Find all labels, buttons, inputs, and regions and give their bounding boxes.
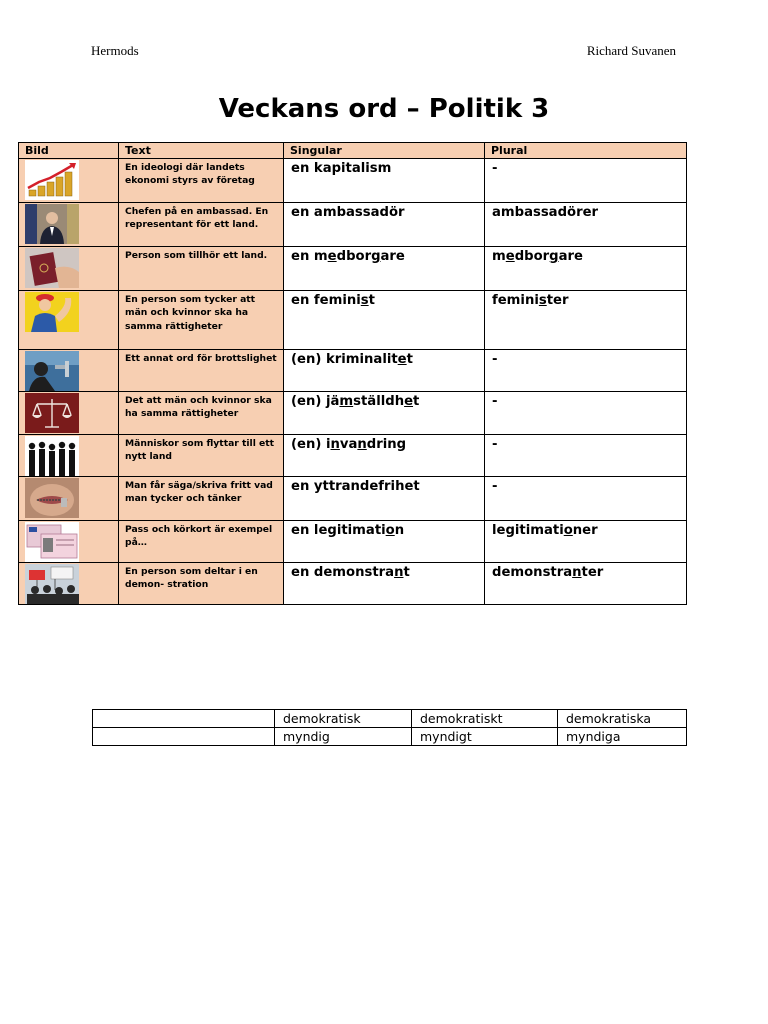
- word-segment: n: [330, 437, 340, 452]
- word-segment: en femini: [291, 293, 361, 308]
- singular-form: [284, 203, 485, 247]
- row-image-cell: [19, 350, 119, 392]
- word-segment: o: [385, 523, 395, 538]
- word-segment: e: [397, 352, 407, 367]
- burglar-image: [25, 351, 118, 391]
- word-segment: s: [360, 293, 369, 308]
- singular-form: [284, 159, 485, 203]
- word-segment: n: [357, 437, 367, 452]
- demonstration-image: [25, 564, 118, 604]
- row-description: Pass och körkort är exempel på…: [119, 521, 284, 563]
- table-row: [19, 521, 687, 563]
- word-segment: e: [404, 394, 414, 409]
- word-segment: ter: [581, 565, 604, 580]
- table-row: [19, 477, 687, 521]
- row-image-cell: [19, 392, 119, 435]
- singular-form: [284, 435, 485, 477]
- word-segment: -: [492, 161, 498, 176]
- plural-form: [485, 203, 687, 247]
- feminist-poster-image: [25, 292, 118, 332]
- word-segment: are: [380, 249, 405, 264]
- vocabulary-header-row: [19, 143, 687, 159]
- column-header-image: Bild: [19, 143, 119, 159]
- table-row: [19, 247, 687, 291]
- adjective-table: [92, 709, 687, 746]
- row-description: Chefen på en ambassad. En representant för ett land.: [119, 203, 284, 247]
- word-segment: ner: [572, 523, 598, 538]
- scales-image: [25, 393, 118, 433]
- mouth-zipper-image: [25, 478, 118, 518]
- adjective-form: myndigt: [412, 728, 558, 746]
- adjective-form: myndig: [275, 728, 412, 746]
- row-image-cell: [19, 477, 119, 521]
- adjective-form: myndiga: [558, 728, 687, 746]
- word-segment: en legitimati: [291, 523, 386, 538]
- row-description: En person som deltar i en demon- stration: [119, 563, 284, 605]
- word-segment: ter: [546, 293, 569, 308]
- singular-form: [284, 291, 485, 350]
- table-row: [19, 203, 687, 247]
- word-segment: -: [492, 437, 498, 452]
- plural-form: [485, 521, 687, 563]
- word-segment: en m: [291, 249, 328, 264]
- coins-growth-image: [25, 160, 118, 200]
- word-segment: en kapitalism: [291, 161, 392, 176]
- word-segment: dring: [366, 437, 407, 452]
- word-segment: o: [563, 523, 573, 538]
- adjective-form: demokratiska: [558, 710, 687, 728]
- word-segment: demonstra: [492, 565, 573, 580]
- word-segment: are: [558, 249, 583, 264]
- row-description: Ett annat ord för brottslighet: [119, 350, 284, 392]
- row-description: Man får säga/skriva fritt vad man tycker och tänker: [119, 477, 284, 521]
- table-row: [19, 563, 687, 605]
- row-description: Människor som flyttar till ett nytt land: [119, 435, 284, 477]
- table-row: [19, 435, 687, 477]
- row-image-cell: [19, 521, 119, 563]
- word-segment: m: [492, 249, 506, 264]
- row-image-cell: [19, 563, 119, 605]
- word-segment: va: [339, 437, 358, 452]
- word-segment: -: [492, 352, 498, 367]
- singular-form: [284, 350, 485, 392]
- plural-form: [485, 291, 687, 350]
- row-image-cell: [19, 247, 119, 291]
- plural-form: [485, 247, 687, 291]
- word-segment: dbor: [514, 249, 550, 264]
- word-segment: g: [549, 249, 559, 264]
- adjective-row: [93, 728, 687, 746]
- column-header-plural: Plural: [485, 143, 687, 159]
- header-left: Hermods: [91, 43, 139, 58]
- word-segment: s: [538, 293, 547, 308]
- word-segment: e: [327, 249, 337, 264]
- plural-form: [485, 350, 687, 392]
- row-description: En ideologi där landets ekonomi styrs av företag: [119, 159, 284, 203]
- row-description: En person som tycker att män och kvinnor ska ha samma rättigheter: [119, 291, 284, 350]
- id-cards-image: [25, 522, 118, 562]
- singular-form: [284, 563, 485, 605]
- header-right: Richard Suvanen: [586, 43, 676, 58]
- plural-form: [485, 435, 687, 477]
- row-description: Det att män och kvinnor ska ha samma rättigheter: [119, 392, 284, 435]
- word-segment: (en) kriminalit: [291, 352, 398, 367]
- word-segment: en ambassadör: [291, 205, 405, 220]
- word-segment: -: [492, 394, 498, 409]
- word-segment: t: [368, 293, 375, 308]
- word-segment: t: [406, 352, 413, 367]
- word-segment: m: [339, 394, 354, 409]
- word-segment: legitimati: [492, 523, 564, 538]
- plural-form: [485, 477, 687, 521]
- word-segment: en yttrandefrihet: [291, 479, 420, 494]
- row-description: Person som tillhör ett land.: [119, 247, 284, 291]
- plural-form: [485, 563, 687, 605]
- adjective-empty-cell: [93, 728, 275, 746]
- word-segment: t: [413, 394, 420, 409]
- row-image-cell: [19, 159, 119, 203]
- word-segment: n: [572, 565, 582, 580]
- word-segment: ställdh: [353, 394, 405, 409]
- row-image-cell: [19, 435, 119, 477]
- word-segment: (en) i: [291, 437, 331, 452]
- ambassador-image: [25, 204, 118, 244]
- word-segment: -: [492, 479, 498, 494]
- column-header-text: Text: [119, 143, 284, 159]
- word-segment: e: [505, 249, 515, 264]
- row-image-cell: [19, 291, 119, 350]
- singular-form: [284, 477, 485, 521]
- page-title: Veckans ord – Politik 3: [218, 94, 550, 124]
- table-row: [19, 392, 687, 435]
- passport-image: [25, 248, 118, 288]
- word-segment: ambassadörer: [492, 205, 599, 220]
- word-segment: en demonstra: [291, 565, 395, 580]
- plural-form: [485, 392, 687, 435]
- singular-form: [284, 247, 485, 291]
- word-segment: t: [403, 565, 410, 580]
- word-segment: n: [394, 565, 404, 580]
- adjective-form: demokratisk: [275, 710, 412, 728]
- silhouettes-image: [25, 436, 118, 476]
- word-segment: dbor: [336, 249, 372, 264]
- word-segment: g: [371, 249, 381, 264]
- singular-form: [284, 392, 485, 435]
- table-row: [19, 350, 687, 392]
- word-segment: (en) jä: [291, 394, 340, 409]
- column-header-singular: Singular: [284, 143, 485, 159]
- word-segment: femini: [492, 293, 539, 308]
- plural-form: [485, 159, 687, 203]
- singular-form: [284, 521, 485, 563]
- vocabulary-table: [18, 142, 687, 605]
- table-row: [19, 159, 687, 203]
- word-segment: n: [394, 523, 405, 538]
- row-image-cell: [19, 203, 119, 247]
- adjective-empty-cell: [93, 710, 275, 728]
- table-row: [19, 291, 687, 350]
- adjective-form: demokratiskt: [412, 710, 558, 728]
- adjective-row: [93, 710, 687, 728]
